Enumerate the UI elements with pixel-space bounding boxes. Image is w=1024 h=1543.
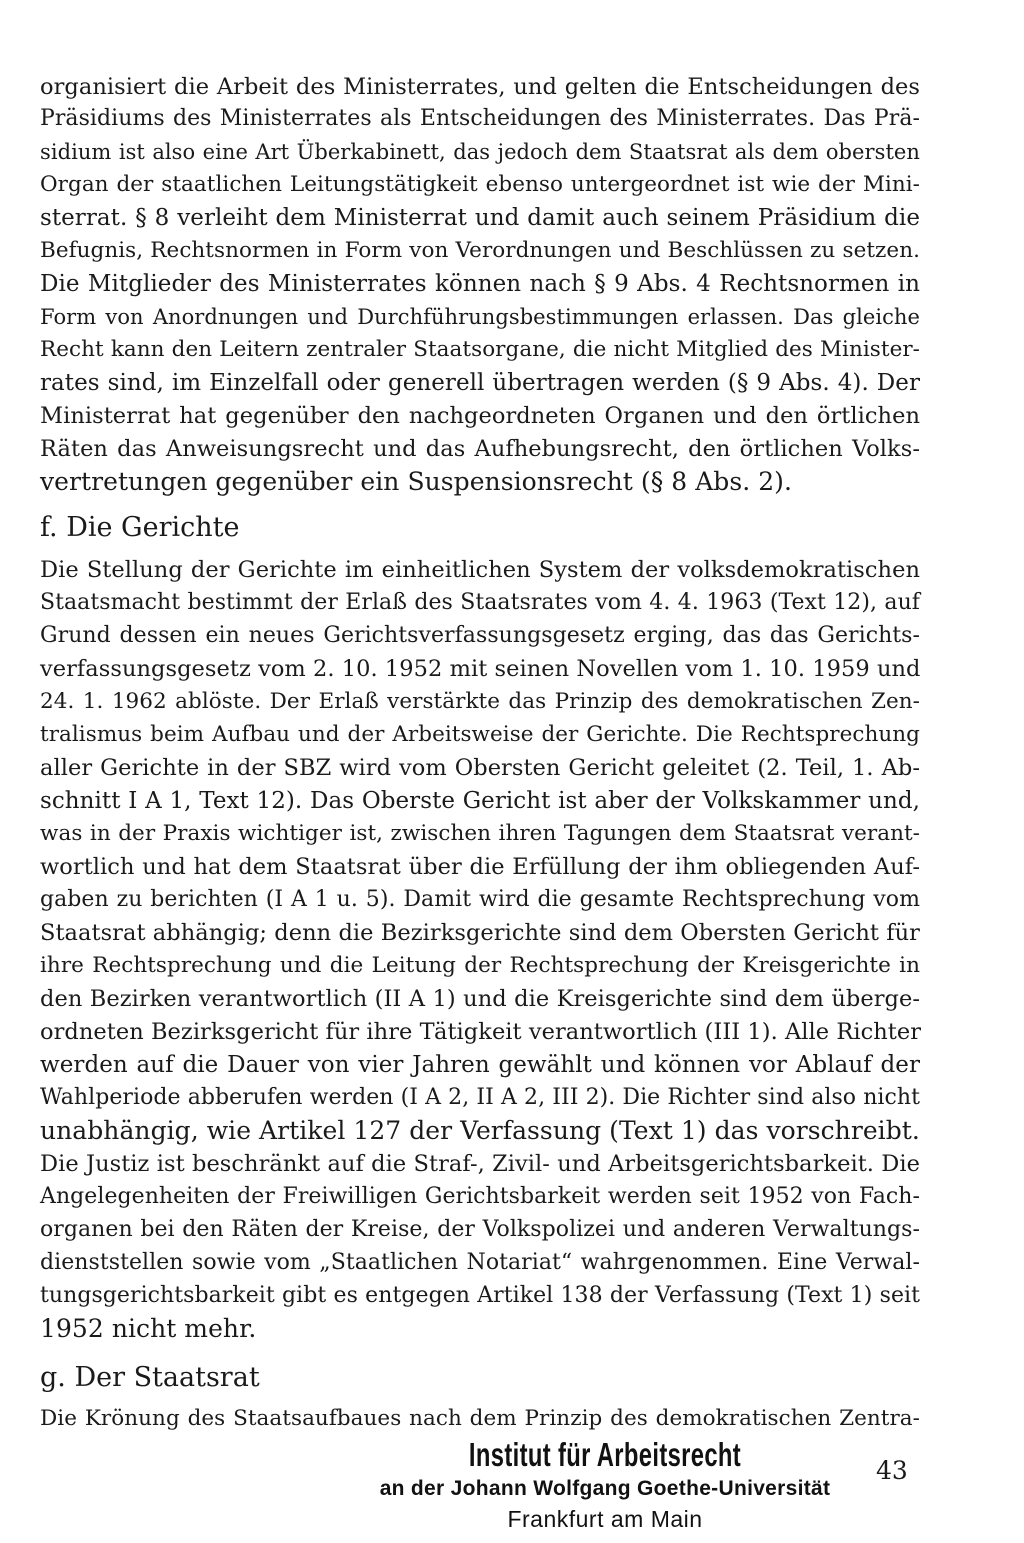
text-line: Ministerrat hat gegenüber den nachgeordneten Organen und den örtlichen bbox=[40, 403, 920, 429]
section-heading-gerichte: f. Die Gerichte bbox=[40, 512, 240, 543]
text-line: organen bei den Räten der Kreise, der Volkspolizei und anderen Verwaltungs- bbox=[40, 1217, 920, 1242]
text-line: unabhängig, wie Artikel 127 der Verfassung (Text 1) das vorschreibt. bbox=[40, 1116, 920, 1145]
text-line: vertretungen gegenüber ein Suspensionsrecht (§ 8 Abs. 2). bbox=[40, 467, 792, 496]
stamp-city: Frankfurt am Main bbox=[507, 1506, 703, 1532]
text-line: Die Justiz ist beschränkt auf die Straf-, Zivil- und Arbeitsgerichtsbarkeit. Die bbox=[40, 1151, 920, 1177]
text-line: sidium ist also eine Art Überkabinett, das jedoch dem Staatsrat als dem obersten bbox=[40, 140, 920, 164]
text-line: Form von Anordnungen und Durchführungsbestimmungen erlassen. Das gleiche bbox=[40, 305, 920, 329]
text-line: schnitt I A 1, Text 12). Das Oberste Gericht ist aber der Volkskammer und, bbox=[40, 788, 920, 814]
section-heading-staatsrat: g. Der Staatsrat bbox=[40, 1362, 260, 1393]
library-stamp bbox=[360, 1436, 850, 1534]
page-number: 43 bbox=[876, 1456, 908, 1485]
text-line: gaben zu berichten (I A 1 u. 5). Damit wird die gesamte Rechtsprechung vom bbox=[40, 887, 920, 912]
text-line: ordneten Bezirksgericht für ihre Tätigkeit verantwortlich (III 1). Alle Richter bbox=[40, 1019, 922, 1045]
text-line: aller Gerichte in der SBZ wird vom Obersten Gericht geleitet (2. Teil, 1. Ab- bbox=[40, 755, 920, 781]
text-line: 24. 1. 1962 ablöste. Der Erlaß verstärkte das Prinzip des demokratischen Zen- bbox=[40, 689, 920, 714]
text-line: Präsidiums des Ministerrates als Entscheidungen des Ministerrates. Das Prä- bbox=[40, 106, 920, 131]
text-line: verfassungsgesetz vom 2. 10. 1952 mit seinen Novellen vom 1. 10. 1959 und bbox=[40, 656, 921, 682]
text-line: Die Krönung des Staatsaufbaues nach dem Prinzip des demokratischen Zentra- bbox=[40, 1406, 920, 1431]
text-line: Räten das Anweisungsrecht und das Aufhebungsrecht, den örtlichen Volks- bbox=[40, 436, 920, 462]
text-line: Angelegenheiten der Freiwilligen Gerichtsbarkeit werden seit 1952 von Fach- bbox=[40, 1184, 920, 1209]
text-line: dienststellen sowie vom „Staatlichen Notariat“ wahrgenommen. Eine Verwal- bbox=[40, 1250, 920, 1275]
text-line: Die Mitglieder des Ministerrates können nach § 9 Abs. 4 Rechtsnormen in bbox=[40, 271, 920, 297]
stamp-university: an der Johann Wolfgang Goethe-Universität bbox=[379, 1477, 831, 1500]
stamp-institute: Institut für Arbeitsrecht bbox=[468, 1436, 742, 1473]
text-line: was in der Praxis wichtiger ist, zwischen ihren Tagungen dem Staatsrat verant- bbox=[40, 821, 920, 846]
text-line: tungsgerichtsbarkeit gibt es entgegen Artikel 138 der Verfassung (Text 1) seit bbox=[40, 1283, 920, 1308]
text-line: Wahlperiode abberufen werden (I A 2, II A 2, III 2). Die Richter sind also nicht bbox=[40, 1085, 920, 1110]
text-line: Recht kann den Leitern zentraler Staatsorgane, die nicht Mitglied des Minister- bbox=[40, 337, 920, 362]
text-line: Befugnis, Rechtsnormen in Form von Verordnungen und Beschlüssen zu setzen. bbox=[40, 238, 920, 263]
text-line: Grund dessen ein neues Gerichtsverfassungsgesetz erging, das das Gerichts- bbox=[40, 623, 920, 648]
text-line: Staatsmacht bestimmt der Erlaß des Staatsrates vom 4. 4. 1963 (Text 12), auf bbox=[40, 590, 920, 615]
text-line: ihre Rechtsprechung und die Leitung der Rechtsprechung der Kreisgerichte in bbox=[40, 953, 920, 978]
text-line: Organ der staatlichen Leitungstätigkeit ebenso untergeordnet ist wie der Mini- bbox=[40, 172, 920, 197]
text-line: Staatsrat abhängig; denn die Bezirksgerichte sind dem Obersten Gericht für bbox=[40, 920, 920, 946]
text-line: rates sind, im Einzelfall oder generell übertragen werden (§ 9 Abs. 4). Der bbox=[40, 370, 920, 396]
text-line: organisiert die Arbeit des Ministerrates, und gelten die Entscheidungen des bbox=[40, 74, 920, 100]
text-line: den Bezirken verantwortlich (II A 1) und die Kreisgerichte sind dem überge- bbox=[40, 986, 920, 1012]
text-line: 1952 nicht mehr. bbox=[40, 1314, 257, 1343]
text-line: tralismus beim Aufbau und der Arbeitsweise der Gerichte. Die Rechtsprechung bbox=[40, 722, 920, 747]
text-line: sterrat. § 8 verleiht dem Ministerrat und damit auch seinem Präsidium die bbox=[40, 205, 920, 231]
text-line: wortlich und hat dem Staatsrat über die Erfüllung der ihm obliegenden Auf- bbox=[40, 854, 920, 880]
text-line: werden auf die Dauer von vier Jahren gewählt und können vor Ablauf der bbox=[40, 1052, 920, 1078]
text-line: Die Stellung der Gerichte im einheitlichen System der volksdemokratischen bbox=[40, 557, 920, 583]
